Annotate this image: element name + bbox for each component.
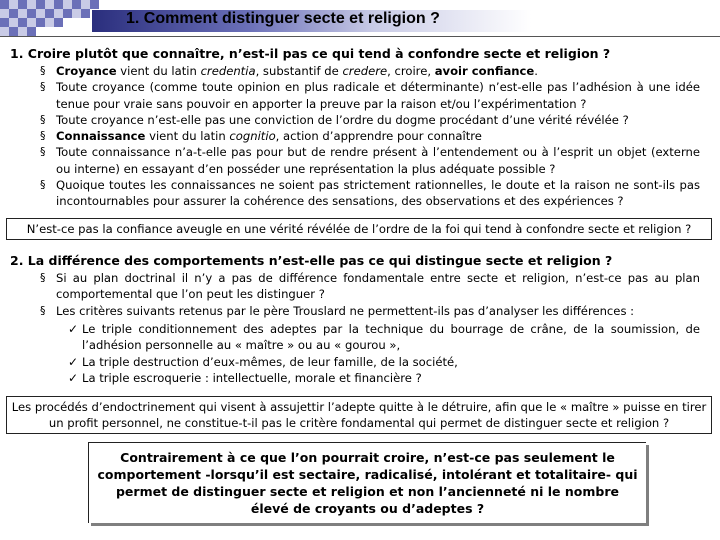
section1-question-box: N’est-ce pas la confiance aveugle en une vérité révélée de l’ordre de la foi qui tend à confondre secte et religion ? xyxy=(6,218,712,240)
slide-title: 1. Comment distinguer secte et religion ? xyxy=(126,10,440,27)
bullet-criteres: § Les critères suivants retenus par le père Trouslard ne permettent-ils pas d’analyser les différences : xyxy=(40,303,700,319)
title-divider xyxy=(0,36,720,37)
bullet-doctrinal: § Si au plan doctrinal il n’y a pas de différence fondamentale entre secte et religion, n’est-ce pas au plan comportemental que l’on peut les distinguer ? xyxy=(40,270,700,303)
bullet-connaissance: § Connaissance vient du latin cognitio, action d’apprendre pour connaître xyxy=(40,128,700,144)
check-destruction: ✓ La triple destruction d’eux-mêmes, de leur famille, de la société, xyxy=(68,354,700,370)
criteria-checklist xyxy=(68,321,700,386)
bullet-croyance-dogme: § Toute croyance n’est-elle pas une conviction de l’ordre du dogme procédant d’une vérité révélée ? xyxy=(40,112,700,128)
bullet-croyance-adhesion: § Toute croyance (comme toute opinion en plus radicale et déterminante) n’est-elle pas l’adhésion à une idée tenue pour vraie sans pouvoir en apporter la preuve par la raison et/ou l’expérimentation ? xyxy=(40,79,700,112)
section1-bullets xyxy=(40,63,700,210)
conclusion-box: Contrairement à ce que l’on pourrait croire, n’est-ce pas seulement le comportement -lorsqu’il est sectaire, radicalisé, intolérant et totalitaire- qui permet de distinguer secte et religion et non l’ancienneté ni le nombre élevé de croyants ou d’adeptes ? xyxy=(88,442,646,523)
section2-heading: 2. La différence des comportements n’est-elle pas ce qui distingue secte et religion ? xyxy=(10,253,613,268)
section2-question-box: Les procédés d’endoctrinement qui visent à assujettir l’adepte quitte à le détruire, afin que le « maître » puisse en tirer un profit personnel, ne constitue-t-il pas le critère fondamental qui permet de distinguer secte et religion ? xyxy=(6,396,712,434)
section1-heading: 1. Croire plutôt que connaître, n’est-il pas ce qui tend à confondre secte et religion ? xyxy=(10,46,611,61)
section2-bullets xyxy=(40,270,700,319)
bullet-croyance: § Croyance vient du latin credentia, substantif de credere, croire, avoir confiance. xyxy=(40,63,700,79)
bullet-doute-raison: § Quoique toutes les connaissances ne soient pas strictement rationnelles, le doute et la raison ne sont-ils pas incontournables pour assurer la cohérence des sensations, des observations et des expériences ? xyxy=(40,177,700,210)
bullet-connaissance-but: § Toute connaissance n’a-t-elle pas pour but de rendre présent à l’entendement ou à l’esprit un objet (externe ou interne) en essayant d’en posséder une représentation la plus adéquate possible ? xyxy=(40,144,700,177)
check-escroquerie: ✓ La triple escroquerie : intellectuelle, morale et financière ? xyxy=(68,370,700,386)
check-conditionnement: ✓ Le triple conditionnement des adeptes par la technique du bourrage de crâne, de la soumission, de l’adhésion personnelle au « maître » ou au « gourou », xyxy=(68,321,700,354)
